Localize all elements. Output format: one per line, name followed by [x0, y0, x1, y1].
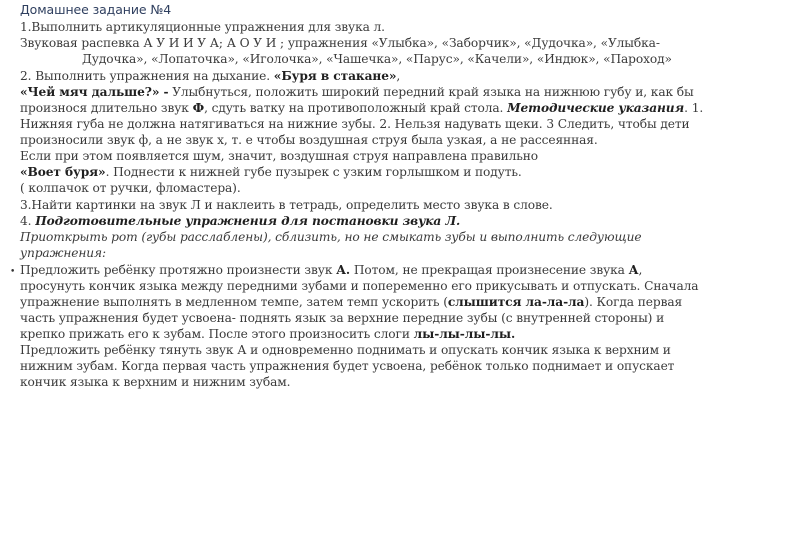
bullet-line1: [20, 262, 642, 278]
task2-line6: Если при этом появляется шум, значит, воздушная струя направлена правильно: [20, 149, 539, 163]
document-title: Домашнее задание №4: [20, 2, 172, 17]
sound-a-bold: А.: [336, 263, 351, 277]
task1-exercises-line1: Звуковая распевка А У И И У А; А О У И ; упражнения «Улыбка», «Заборчик», «Дудочка», «Улыбка-: [20, 36, 660, 50]
task2-line5: произносили звук ф, а не звук х, т. е чтобы воздушная струя была узкая, а не рассеянная.: [20, 133, 598, 147]
bullet-line3: [20, 294, 682, 310]
task2-line2: [20, 84, 694, 100]
task2-line2-text: Улыбнуться, положить широкий передний край языка на нижнюю губу и, как бы: [168, 85, 694, 99]
methodical-notes-label: Методические указания: [507, 101, 685, 115]
task2-line7: [20, 164, 522, 180]
task4-number: 4.: [20, 214, 36, 228]
bullet-line3-text: упражнение выполнять в медленном темпе, затем темп ускорить (: [20, 295, 448, 309]
task2-heading: [20, 68, 400, 84]
bullet-line7: нижним зубам. Когда первая часть упражнения будет усвоена, ребёнок только поднимает и опускает: [20, 359, 675, 373]
task2-line3: [20, 100, 703, 116]
task2-line4: Нижняя губа не должна натягиваться на нижние зубы. 2. Нельзя надувать щеки. 3 Следить, чтобы дети: [20, 117, 690, 131]
syllables-ly-ly: лы-лы-лы-лы.: [413, 327, 516, 341]
task2-line3-text: произнося длительно звук: [20, 101, 193, 115]
bullet-line2: просунуть кончик языка между передними зубами и попеременно его прикусывать и отпускать. Сначала: [20, 279, 699, 293]
bullet-line3-text2: ). Когда первая: [584, 295, 683, 309]
task1-heading: 1.Выполнить артикуляционные упражнения для звука л.: [20, 20, 385, 34]
sound-f: Ф: [192, 101, 205, 115]
bullet-line1-text: Предложить ребёнку протяжно произнести звук: [20, 263, 337, 277]
exercise-name-whose-ball: «Чей мяч дальше?» -: [20, 85, 169, 99]
bullet-line5: [20, 326, 515, 342]
bullet-line1-text2: Потом, не прекращая произнесение звука: [350, 263, 629, 277]
bullet-line5-text: крепко прижать его к зубам. После этого произносить слоги: [20, 327, 414, 341]
task2-line3-text2: , сдуть ватку на противоположный край стола.: [204, 101, 508, 115]
task4-instruction-line2: упражнения:: [20, 246, 107, 260]
task2-heading-text: 2. Выполнить упражнения на дыхание.: [20, 69, 274, 83]
task3-heading: 3.Найти картинки на звук Л и наклеить в тетрадь, определить место звука в слове.: [20, 198, 553, 212]
punctuation: ,: [396, 69, 401, 83]
punctuation: ,: [638, 263, 643, 277]
bullet-line8: кончик языка к верхним и нижним зубам.: [20, 375, 291, 389]
task4-instruction-line1: Приоткрыть рот (губы расслаблены), сблизить, но не смыкать зубы и выполнить следующие: [20, 230, 642, 244]
exercise-name-storm-in-glass: «Буря в стакане»: [273, 69, 397, 83]
bullet-line4: часть упражнения будет усвоена- поднять язык за верхние передние зубы (с внутренней стороны) и: [20, 311, 665, 325]
bullet-icon: •: [10, 267, 16, 277]
bullet-line6: Предложить ребёнку тянуть звук А и одновременно поднимать и опускать кончик языка к верхним и: [20, 343, 671, 357]
task2-line7-text: . Поднести к нижней губе пузырек с узким горлышком и подуть.: [105, 165, 522, 179]
exercise-name-howling-storm: «Воет буря»: [20, 165, 106, 179]
task4-heading: [20, 213, 460, 229]
task2-line8: ( колпачок от ручки, фломастера).: [20, 181, 241, 195]
task4-title: Подготовительные упражнения для постановки звука Л.: [35, 214, 461, 228]
sound-a-bold-2: А: [628, 263, 639, 277]
task2-line3-text3: . 1.: [684, 101, 704, 115]
task1-exercises-line2: Дудочка», «Лопаточка», «Иголочка», «Чашечка», «Парус», «Качели», «Индюк», «Пароход»: [82, 52, 672, 66]
syllables-la-la-la: слышится ла-ла-ла: [447, 295, 585, 309]
